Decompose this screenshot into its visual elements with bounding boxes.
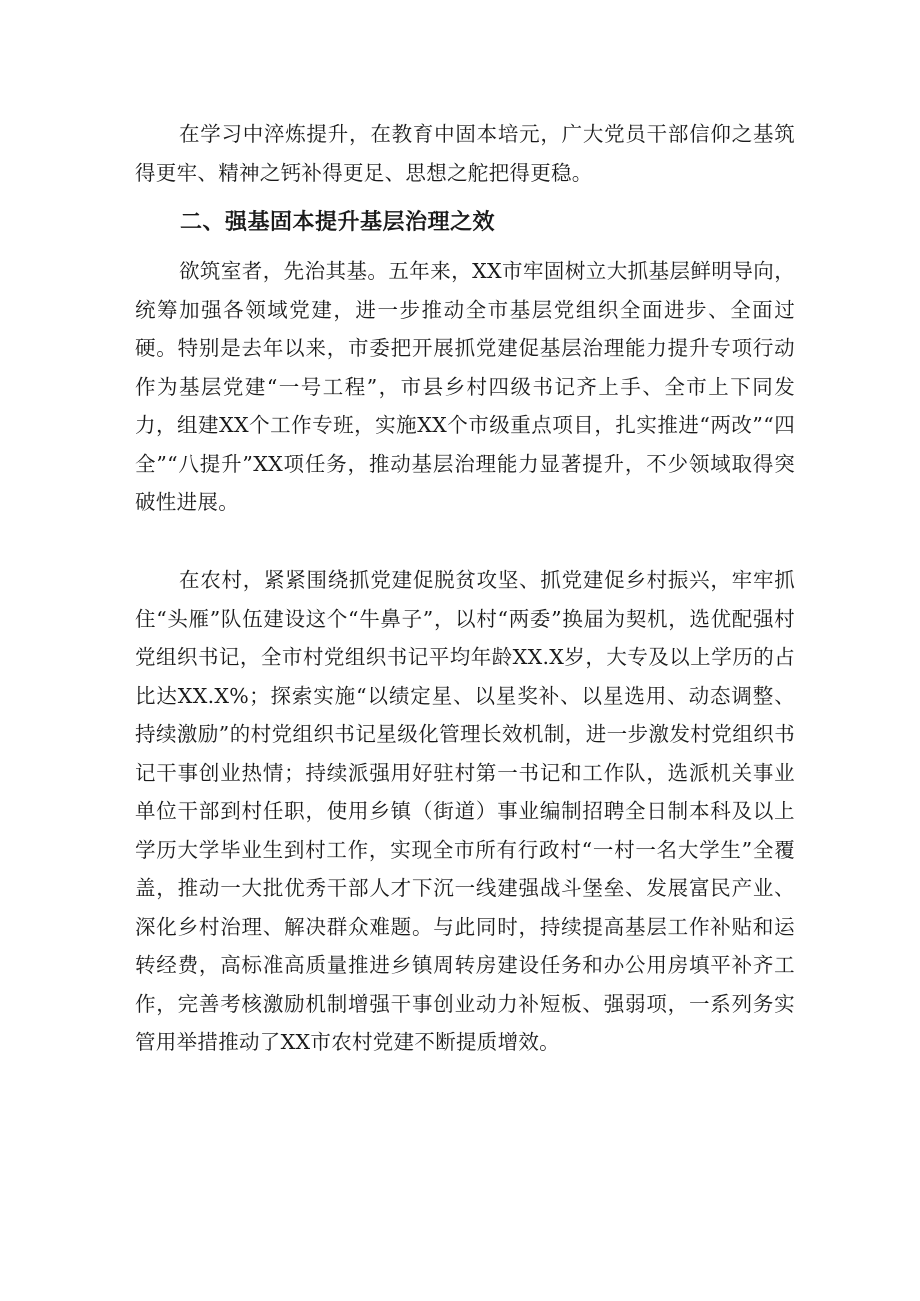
- body-paragraph-1: 在学习中淬炼提升，在教育中固本培元，广大党员干部信仰之基筑得更牢、精神之钙补得更足、思想之舵把得更稳。: [135, 122, 795, 185]
- body-paragraph-2: 欲筑室者，先治其基。五年来，XX市牢固树立大抓基层鲜明导向，统筹加强各领域党建，进一步推动全市基层党组织全面进步、全面过硬。特别是去年以来，市委把开展抓党建促基层治理能力提升专项行动作为基层党建“一号工程”，市县乡村四级书记齐上手、全市上下同发力，组建XX个工作专班，实施XX个市级重点项目，扎实推进“两改”“四全”“八提升”XX项任务，推动基层治理能力显著提升，不少领域取得突破性进展。: [135, 259, 795, 514]
- section-heading: 二、强基固本提升基层治理之效: [180, 210, 496, 235]
- body-paragraph-3: 在农村，紧紧围绕抓党建促脱贫攻坚、抓党建促乡村振兴，牢牢抓住“头雁”队伍建设这个“牛鼻子”，以村“两委”换届为契机，选优配强村党组织书记，全市村党组织书记平均年龄XX.X岁，大专及以上学历的占比达XX.X%；探索实施“以绩定星、以星奖补、以星选用、动态调整、持续激励”的村党组织书记星级化管理长效机制，进一步激发村党组织书记干事创业热情；持续派强用好驻村第一书记和工作队，选派机关事业单位干部到村任职，使用乡镇（街道）事业编制招聘全日制本科及以上学历大学毕业生到村工作，实现全市所有行政村“一村一名大学生”全覆盖，推动一大批优秀干部人才下沉一线建强战斗堡垒、发展富民产业、深化乡村治理、解决群众难题。与此同时，持续提高基层工作补贴和运转经费，高标准高质量推进乡镇周转房建设任务和办公用房填平补齐工作，完善考核激励机制增强干事创业动力补短板、强弱项，一系列务实管用举措推动了XX市农村党建不断提质增效。: [135, 568, 795, 1054]
